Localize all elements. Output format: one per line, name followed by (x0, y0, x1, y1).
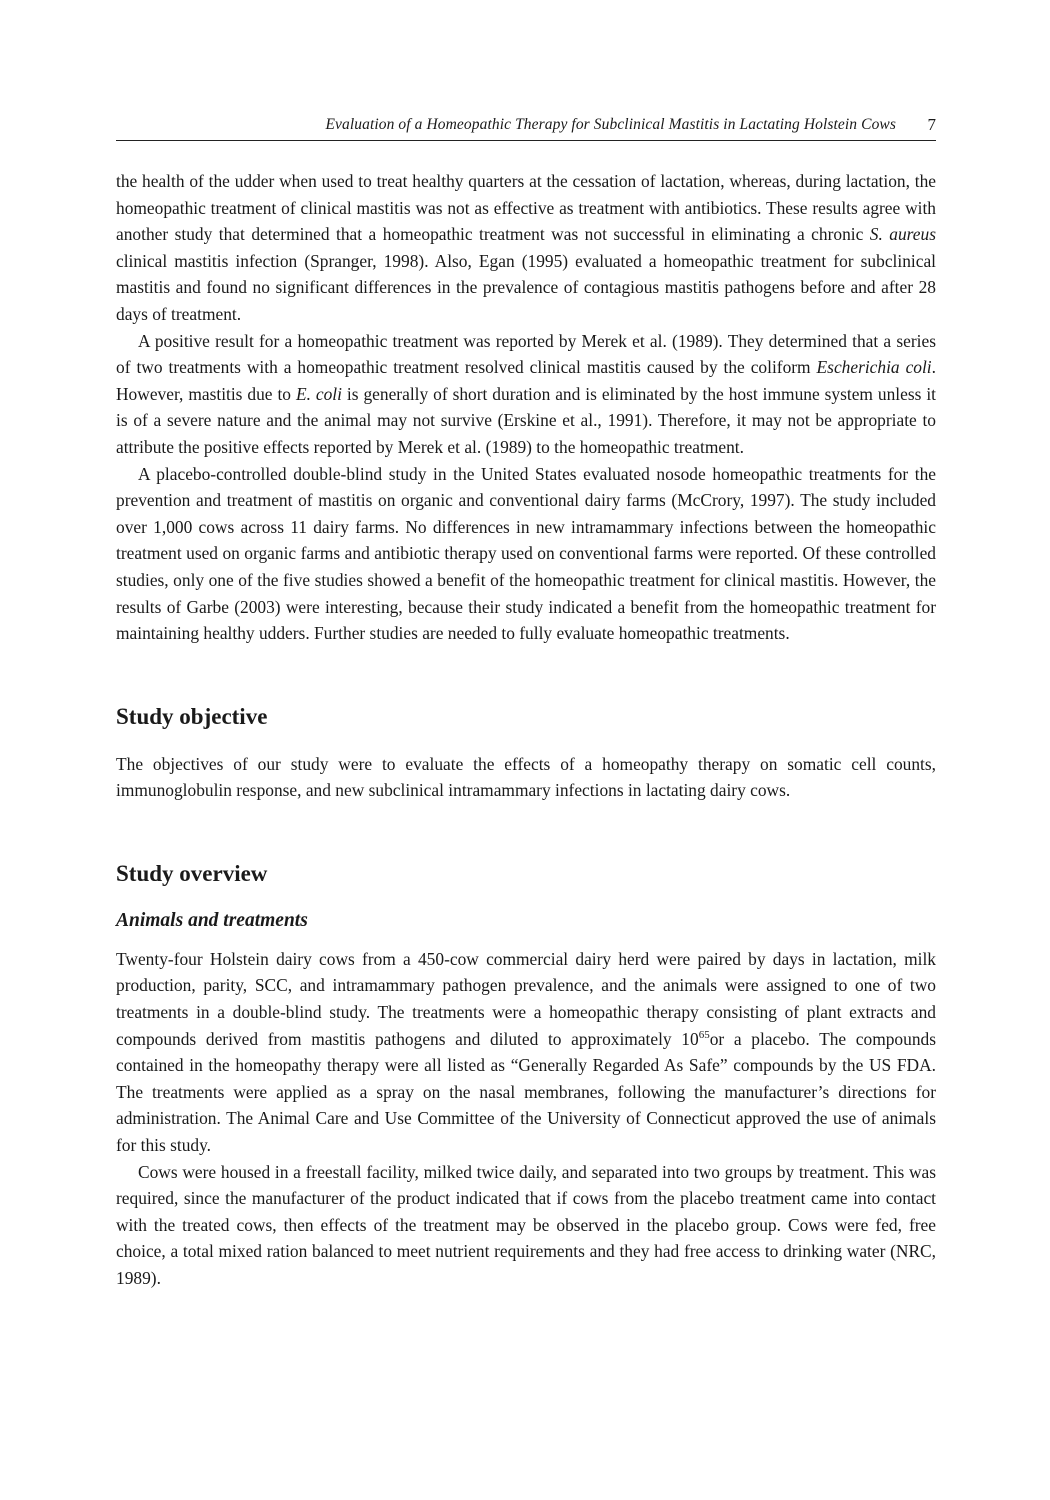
text-span: A positive result for a homeopathic treatment was reported by Merek et al. (1989). They determined that a series of two treatments with a homeopathic treatment resolved clinical mastitis caused by the coliform (116, 330, 936, 378)
paragraph-udder-health (116, 168, 936, 328)
page-number: 7 (927, 115, 936, 134)
paragraph-animals (116, 946, 936, 1159)
exponent: 65 (698, 1028, 710, 1041)
species-name: S. aureus (869, 224, 936, 245)
text-span: . However, mastitis due to (116, 357, 937, 404)
heading-animals-treatments: Animals and treatments (116, 909, 308, 931)
heading-study-overview: Study overview (116, 860, 268, 886)
text-span: Twenty-four Holstein dairy cows from a 450-cow commercial dairy herd were paired by days in lactation, milk production, parity, SCC, and intramammary pathogen prevalence, and the animals were assigned to one of two treatments in a double-blind study. The treatments were a homeopathic therapy consisting of plant extracts and compounds derived from mastitis pathogens and diluted to approximately 10 (116, 948, 936, 1049)
text-span: or a placebo. The compounds contained in the homeopathy therapy were all listed as “Generally Regarded As Safe” compounds by the US FDA. The treatments were applied as a spray on the nasal membranes, following the manufacturer’s directions for administration. The Animal Care and Use Committee of the University of Connecticut approved the use of animals for this study. (116, 1028, 936, 1156)
paragraph-housing: Cows were housed in a freestall facility, milked twice daily, and separated into two groups by treatment. This was required, since the manufacturer of the product indicated that if cows from the placebo treatment came into contact with the treated cows, then effects of the treatment may be observed in the placebo group. Cows were fed, free choice, a total mixed ration balanced to meet nutrient requirements and they had free access to drinking water (NRC, 1989). (116, 1161, 936, 1288)
running-head: Evaluation of a Homeopathic Therapy for Subclinical Mastitis in Lactating Holstein Cows (325, 116, 896, 133)
text-span: is generally of short duration and is eliminated by the host immune system unless it is of a severe nature and the animal may not survive (Erskine et al., 1991). Therefore, it may not be appropriate to attribute the positive effects reported by Merek et al. (1989) to the homeopathic treatment. (116, 383, 936, 457)
paragraph-objectives: The objectives of our study were to evaluate the effects of a homeopathy therapy on somatic cell counts, immunoglobulin response, and new subclinical intramammary infections in lactating dairy cows. (116, 753, 936, 801)
heading-study-objective: Study objective (116, 703, 268, 729)
body-text (116, 168, 936, 1292)
species-name: E. coli (295, 383, 342, 404)
text-span: the health of the udder when used to treat healthy quarters at the cessation of lactation, whereas, during lactation, the homeopathic treatment of clinical mastitis was not as effective as treatment with antibiotics. These results agree with another study that determined that a homeopathic treatment was not successful in eliminating a chronic (116, 171, 936, 245)
paragraph-placebo-study: A placebo-controlled double-blind study in the United States evaluated nosode homeopathic treatments for the prevention and treatment of mastitis on organic and conventional dairy farms (McCrory, 1997). The study included over 1,000 cows across 11 dairy farms. No differences in new intramammary infections between the homeopathic treatment used on organic farms and antibiotic therapy used on conventional farms were reported. Of these controlled studies, only one of the five studies showed a benefit of the homeopathic treatment for clinical mastitis. However, the results of Garbe (2003) were interesting, because their study indicated a benefit from the homeopathic treatment for maintaining healthy udders. Further studies are needed to fully evaluate homeopathic treatments. (116, 463, 936, 644)
paragraph-positive-result (116, 328, 936, 461)
text-span: clinical mastitis infection (Spranger, 1998). Also, Egan (1995) evaluated a homeopathic treatment for subclinical mastitis and found no significant differences in the prevalence of contagious mastitis pathogens before and after 28 days of treatment. (116, 250, 936, 324)
page-header (116, 112, 936, 141)
species-name: Escherichia coli (816, 357, 932, 378)
